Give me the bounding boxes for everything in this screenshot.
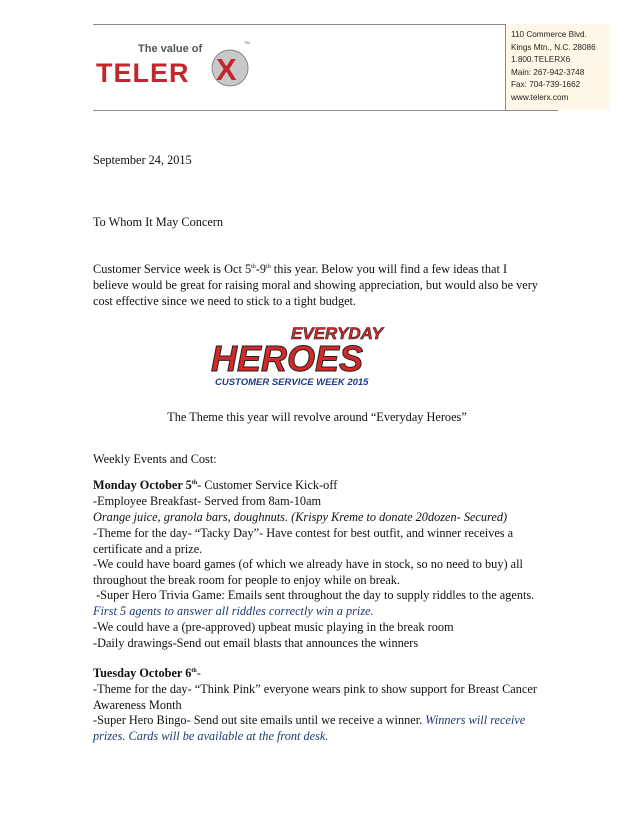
events-heading: Weekly Events and Cost: bbox=[93, 452, 217, 466]
svg-text:CUSTOMER SERVICE WEEK 2015: CUSTOMER SERVICE WEEK 2015 bbox=[215, 377, 369, 388]
monday-breakfast-items: Orange juice, granola bars, doughnuts. (Krispy Kreme to donate 20dozen- Secured) bbox=[93, 510, 508, 524]
phone-line: 1.800.TELERX6 bbox=[511, 55, 571, 65]
address-line: Kings Mtn., N.C. 28086 bbox=[511, 42, 596, 52]
telerx-logo bbox=[92, 30, 262, 98]
monday-theme: -Theme for the day- “Tacky Day”- Have contest for best outfit, and winner receives a certificate and a prize. bbox=[93, 526, 514, 556]
header-rule-top bbox=[93, 24, 558, 25]
monday-board-games: -We could have board games (of which we already have in stock, so no need to buy) all throughout the break room for people to enjoy while on break. bbox=[93, 557, 523, 587]
letter-date: September 24, 2015 bbox=[93, 153, 192, 167]
header-rule-bottom bbox=[93, 110, 558, 111]
theme-line: The Theme this year will revolve around “Everyday Heroes” bbox=[167, 410, 467, 424]
monday-music: -We could have a (pre-approved) upbeat music playing in the break room bbox=[93, 620, 454, 634]
svg-text:EVERYDAY: EVERYDAY bbox=[291, 324, 383, 343]
everyday-heroes-banner bbox=[205, 317, 427, 389]
svg-text:TELER: TELER bbox=[96, 58, 190, 88]
monday-trivia: -Super Hero Trivia Game: Emails sent throughout the day to supply riddles to the agents. bbox=[93, 588, 535, 602]
svg-text:HEROES: HEROES bbox=[211, 338, 364, 379]
intro-paragraph: Customer Service week is Oct 5th-9th this year. Below you will find a few ideas that I believe would be great for raising moral and showing appreciation, but would also be very cost effective since we need to stick to a tight budget. bbox=[93, 262, 538, 308]
monday-breakfast: -Employee Breakfast- Served from 8am-10am bbox=[93, 494, 322, 508]
address-box bbox=[505, 24, 610, 110]
salutation: To Whom It May Concern bbox=[93, 215, 224, 229]
svg-text:The value of: The value of bbox=[138, 43, 203, 55]
fax-line: Fax: 704-739-1662 bbox=[511, 80, 581, 90]
monday-drawings: -Daily drawings-Send out email blasts that announces the winners bbox=[93, 636, 419, 650]
tuesday-bingo: -Super Hero Bingo- Send out site emails until we receive a winner. Winners will receive prizes. Cards will be available at the front desk. bbox=[93, 713, 526, 743]
website-line: www.telerx.com bbox=[511, 92, 569, 102]
tuesday-theme: -Theme for the day- “Think Pink” everyone wears pink to show support for Breast Cancer Awareness Month bbox=[93, 682, 537, 712]
monday-trivia-prize: First 5 agents to answer all riddles correctly win a prize. bbox=[93, 604, 374, 618]
svg-text:X: X bbox=[216, 52, 237, 87]
tuesday-heading: Tuesday October 6th- bbox=[93, 666, 201, 680]
monday-heading: Monday October 5th- Customer Service Kick-off bbox=[93, 478, 338, 492]
address-line: 110 Commerce Blvd. bbox=[511, 30, 587, 39]
main-phone-line: Main: 267-942-3748 bbox=[511, 67, 585, 77]
svg-text:TM: TM bbox=[244, 40, 250, 45]
